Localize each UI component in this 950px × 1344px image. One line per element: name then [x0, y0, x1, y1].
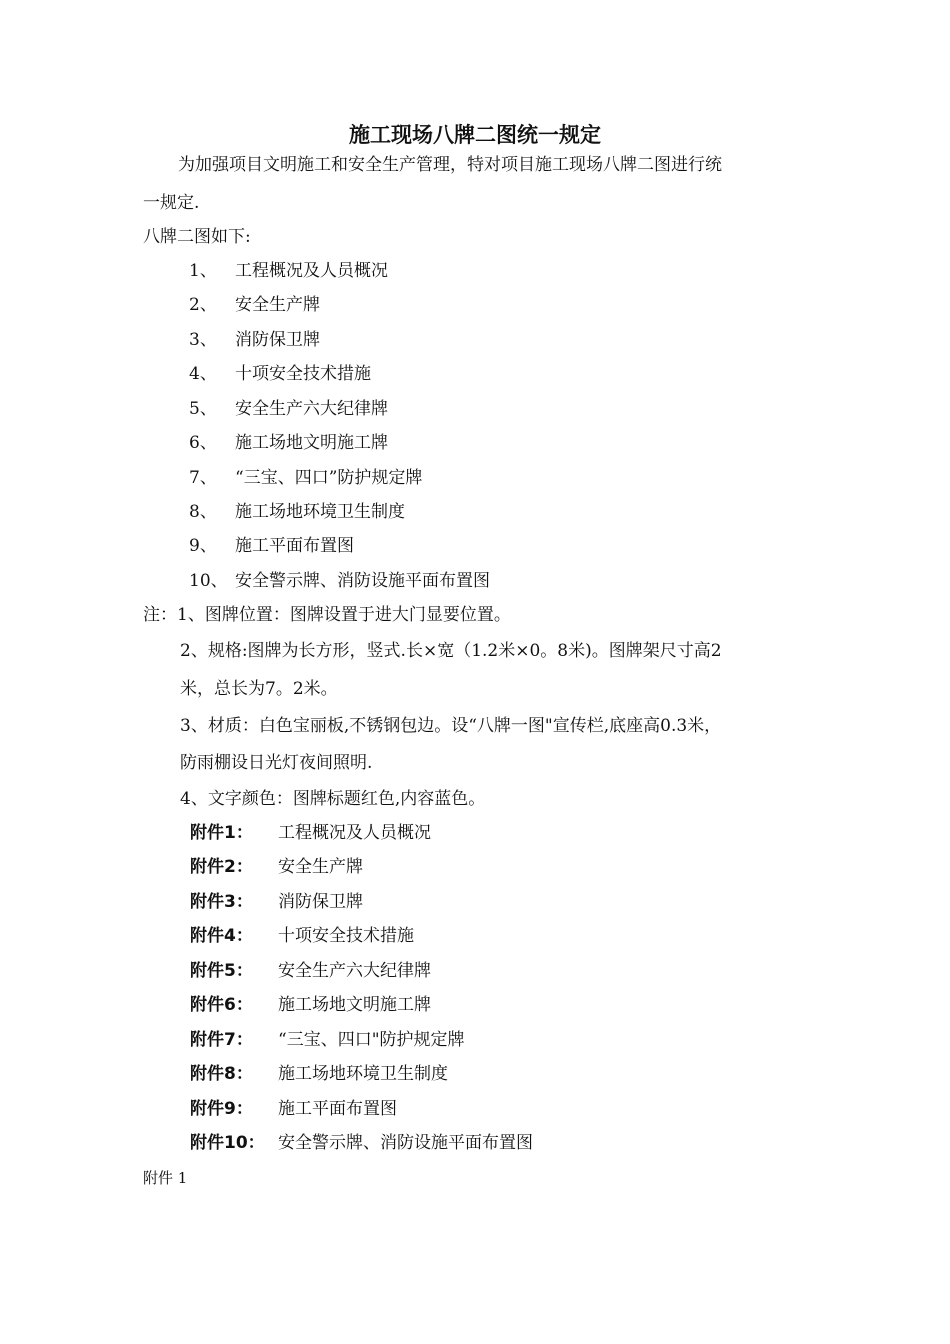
list-heading: 八牌二图如下: — [143, 227, 251, 247]
list-item-text: 安全警示牌、消防设施平面布置图 — [235, 571, 490, 591]
attachment-label: 附件9： — [190, 1099, 253, 1119]
note-3-line-1: 3、材质：白色宝丽板,不锈钢包边。设“八牌一图"宣传栏,底座高0.3米， — [180, 716, 722, 736]
attachment-text: 施工平面布置图 — [278, 1099, 397, 1119]
attachment-item — [190, 923, 414, 949]
attachment-text: 安全生产牌 — [278, 857, 363, 877]
list-item-text: “三宝、四口”防护规定牌 — [235, 468, 423, 488]
list-item-number: 1、 — [189, 261, 217, 281]
attachment-text: 施工场地文明施工牌 — [278, 995, 431, 1015]
list-item — [189, 465, 422, 491]
attachment-label: 附件7： — [190, 1030, 253, 1050]
intro-line-1: 为加强项目文明施工和安全生产管理，特对项目施工现场八牌二图进行统 — [178, 155, 722, 175]
list-item-number: 5、 — [189, 399, 217, 419]
attachment-item — [190, 958, 431, 984]
attachment-item — [190, 1130, 533, 1156]
attachment-text: 安全警示牌、消防设施平面布置图 — [278, 1133, 533, 1153]
attachment-label: 附件10： — [190, 1133, 265, 1153]
list-item — [189, 568, 490, 594]
list-item-number: 8、 — [189, 502, 217, 522]
list-item-number: 7、 — [189, 468, 217, 488]
attachment-label: 附件4： — [190, 926, 253, 946]
list-item — [189, 396, 388, 422]
intro-line-2: 一规定. — [143, 193, 200, 213]
list-item-number: 3、 — [189, 330, 217, 350]
list-item — [189, 499, 405, 525]
attachment-text: “三宝、四口"防护规定牌 — [278, 1030, 465, 1050]
attachment-item — [190, 1061, 448, 1087]
list-item-text: 施工场地环境卫生制度 — [235, 502, 405, 522]
list-item-number: 4、 — [189, 364, 217, 384]
attachment-text: 工程概况及人员概况 — [278, 823, 431, 843]
note-4: 4、文字颜色：图牌标题红色,内容蓝色。 — [180, 789, 486, 809]
list-item — [189, 327, 320, 353]
attachment-item — [190, 1096, 397, 1122]
list-item-text: 消防保卫牌 — [235, 330, 320, 350]
list-item-text: 安全生产牌 — [235, 295, 320, 315]
attachment-item — [190, 854, 363, 880]
attachment-label: 附件1： — [190, 823, 253, 843]
list-item-text: 安全生产六大纪律牌 — [235, 399, 388, 419]
list-item — [189, 430, 388, 456]
attachment-item — [190, 1027, 465, 1053]
note-2-line-1: 2、规格:图牌为长方形，竖式.长×宽（1.2米×0。8米)。图牌架尺寸高2 — [180, 641, 722, 661]
attachment-text: 十项安全技术措施 — [278, 926, 414, 946]
list-item-number: 2、 — [189, 295, 217, 315]
note-3-line-2: 防雨棚设日光灯夜间照明. — [180, 753, 373, 773]
attachment-item — [190, 820, 431, 846]
list-item — [189, 361, 371, 387]
list-item-text: 工程概况及人员概况 — [235, 261, 388, 281]
list-item — [189, 258, 388, 284]
document-title: 施工现场八牌二图统一规定 — [349, 123, 601, 147]
attachment-label: 附件3： — [190, 892, 253, 912]
note-2-line-2: 米，总长为7。2米。 — [180, 679, 338, 699]
list-item — [189, 533, 354, 559]
attachment-label: 附件6： — [190, 995, 253, 1015]
list-item-number: 6、 — [189, 433, 217, 453]
attachment-label: 附件2： — [190, 857, 253, 877]
note-1: 注：1、图牌位置：图牌设置于进大门显要位置。 — [143, 605, 511, 625]
list-item-number: 10、 — [189, 571, 228, 591]
attachment-label: 附件5： — [190, 961, 253, 981]
list-item-text: 十项安全技术措施 — [235, 364, 371, 384]
attachment-text: 安全生产六大纪律牌 — [278, 961, 431, 981]
attachment-text: 施工场地环境卫生制度 — [278, 1064, 448, 1084]
attachment-text: 消防保卫牌 — [278, 892, 363, 912]
list-item — [189, 292, 320, 318]
attachment-item — [190, 889, 363, 915]
attachment-label: 附件8： — [190, 1064, 253, 1084]
list-item-text: 施工平面布置图 — [235, 536, 354, 556]
footer-attachment-label: 附件 1 — [143, 1169, 188, 1187]
list-item-text: 施工场地文明施工牌 — [235, 433, 388, 453]
attachment-item — [190, 992, 431, 1018]
list-item-number: 9、 — [189, 536, 217, 556]
